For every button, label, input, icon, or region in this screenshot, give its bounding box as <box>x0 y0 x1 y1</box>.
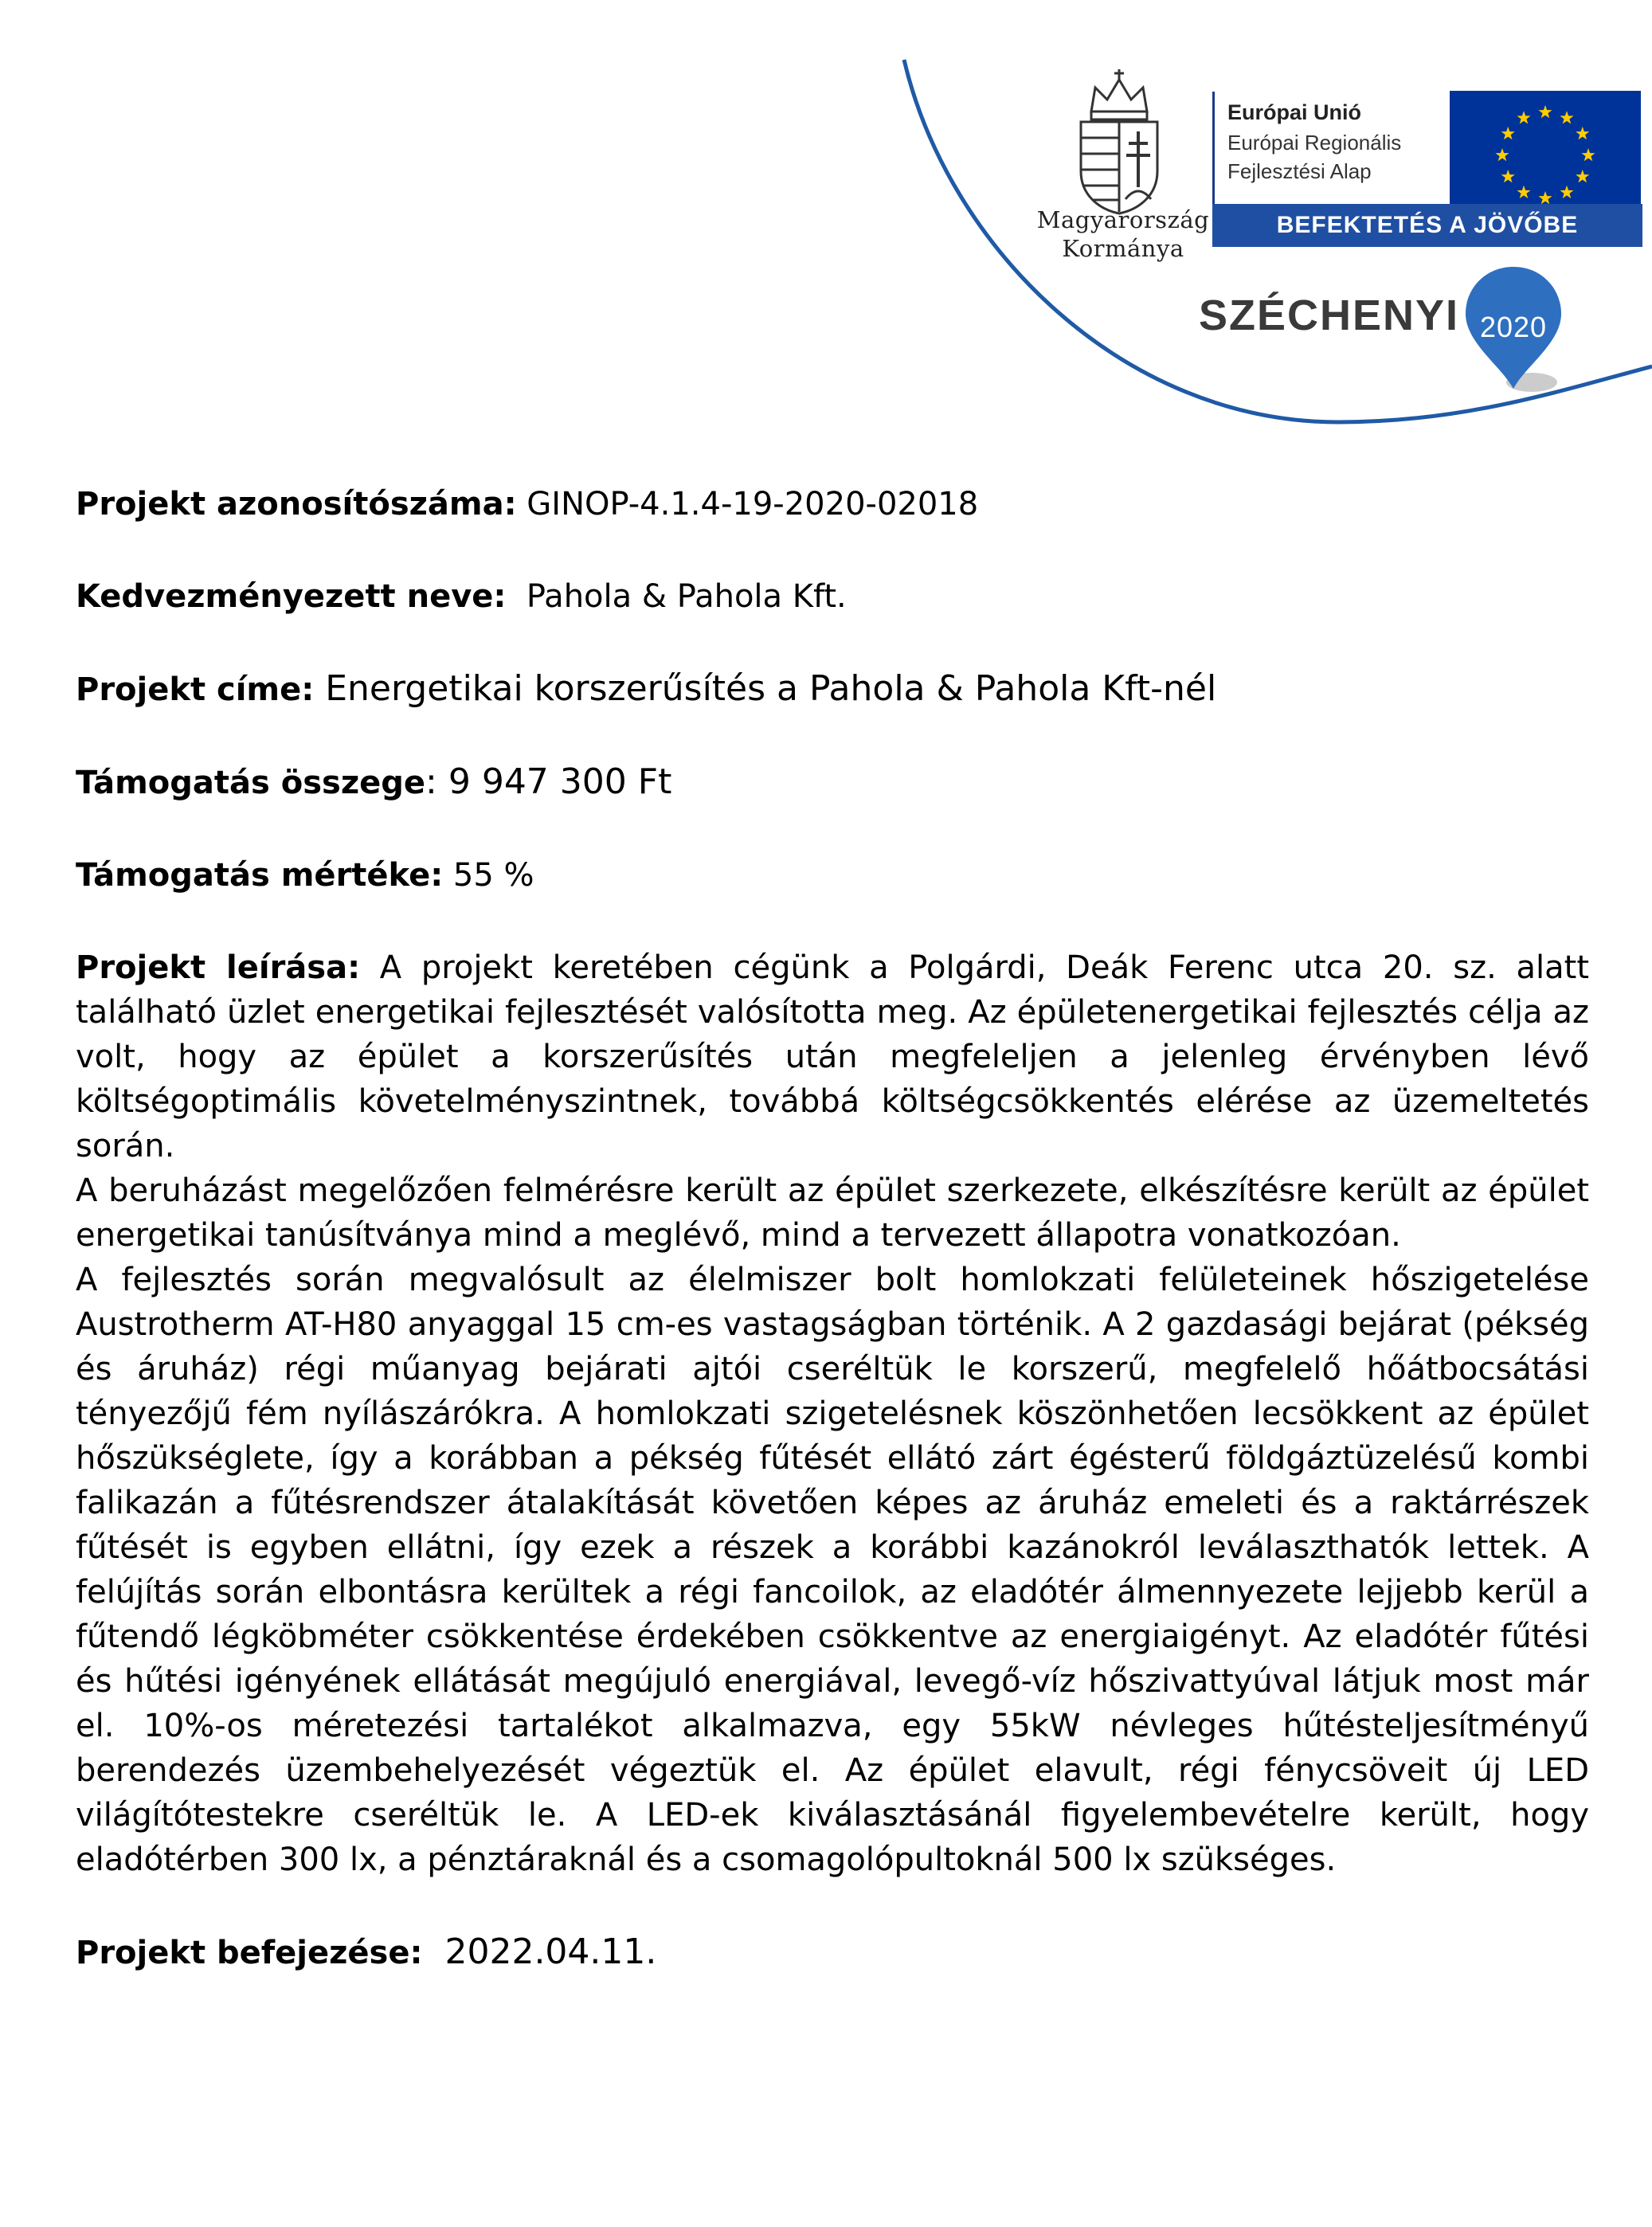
project-id-value: GINOP-4.1.4-19-2020-02018 <box>516 486 979 523</box>
investment-banner: BEFEKTETÉS A JÖVŐBE <box>1212 204 1642 247</box>
grant-rate-value: 55 % <box>443 857 534 894</box>
government-name-line1: Magyarország <box>1036 206 1210 233</box>
description-paragraph: A beruházást megelőzően felmérésre került az épület szerkezete, elkészítésre került az épület energetikai tanúsítványa mind a meglévő, mind a tervezett állapotra vonatkozóan. <box>76 1172 1589 1254</box>
project-title-row <box>76 667 1589 712</box>
eu-flag-icon <box>1450 91 1641 220</box>
completion-value: 2022.04.11. <box>422 1932 657 1972</box>
eu-title: Európai Unió <box>1227 100 1361 124</box>
beneficiary-row <box>76 574 1589 619</box>
beneficiary-label: Kedvezményezett neve: <box>76 578 507 615</box>
description-paragraph: A fejlesztés során megvalósult az élelmiszer bolt homlokzati felületeinek hőszigetelése Austrotherm AT-H80 anyaggal 15 cm-es vastagságban történik. A 2 gazdasági bejárat (pékség és áruház) régi műanyag bejárati ajtói cseréltük le korszerű, megfelelő hőátbocsátási tényezőjű fém nyílászárókra. A homlokzati szigetelésnek köszönhetően lecsökkent az épület hőszükséglete, így a korábban a pékség fűtését ellátó zárt égésterű földgáztüzelésű kombi falikazán a fűtésrendszer átalakítását követően képes az áruház emeleti és a raktárrészek fűtését is egyben ellátni, így ezek a részek a korábbi kazánokról leválaszthatók lettek. A felújítás során elbontásra kerültek a régi fancoilok, az eladótér álmennyezete lejjebb kerül a fűtendő légköbméter csökkentése érdekében csökkentve az energiaigényt. Az eladótér fűtési és hűtési igényének ellátását megújuló energiával, levegő-víz hőszivattyúval látjuk most már el. 10%-os méretezési tartalékot alkalmazva, egy 55kW névleges hűtésteljesítményű berendezés üzembehelyezését végeztük el. Az épület elavult, régi fénycsöveit új LED világítótestekre cseréltük le. A LED-ek kiválasztásánál figyelembevételre került, hogy eladótérben 300 lx, a pénztáraknál és a csomagolópultoknál 500 lx szükséges. <box>76 1262 1589 1878</box>
grant-amount-row <box>76 760 1589 805</box>
government-name-line2: Kormánya <box>1062 235 1184 262</box>
project-title-value: Energetikai korszerűsítés a Pahola & Pahola Kft-nél <box>314 668 1217 709</box>
funding-logo-block <box>860 48 1652 462</box>
grant-rate-label: Támogatás mértéke: <box>76 857 444 894</box>
project-info <box>76 482 1589 1975</box>
description-label: Projekt leírása: <box>76 949 361 986</box>
description-paragraph <box>76 945 1589 1168</box>
description-text-1: A projekt keretében cégünk a Polgárdi, Deák Ferenc utca 20. sz. alatt található üzlet energetikai fejlesztését valósította meg. Az épületenergetikai fejlesztés célja az volt, hogy az épület a korszerűsítés után megfeleljen a jelenleg érvényben lévő költségoptimális követelményszintnek, továbbá költségcsökkentés elérése az üzemeltetés során. <box>76 949 1590 1164</box>
project-id-row <box>76 482 1589 526</box>
completion-row <box>76 1930 1589 1975</box>
grant-amount-label: Támogatás összege <box>76 765 426 801</box>
beneficiary-value: Pahola & Pahola Kft. <box>506 578 847 615</box>
program-year: 2020 <box>1479 311 1548 343</box>
grant-rate-row <box>76 853 1589 898</box>
program-name: SZÉCHENYI <box>1199 292 1460 339</box>
eu-fund-line1: Európai Regionális <box>1227 131 1402 155</box>
eu-fund-line2: Fejlesztési Alap <box>1227 159 1372 183</box>
project-title-label: Projekt címe: <box>76 671 315 708</box>
project-description <box>76 945 1589 1882</box>
grant-amount-value: : 9 947 300 Ft <box>425 761 672 802</box>
completion-label: Projekt befejezése: <box>76 1935 423 1971</box>
coat-of-arms-icon <box>1063 68 1175 215</box>
project-id-label: Projekt azonosítószáma: <box>76 486 517 523</box>
